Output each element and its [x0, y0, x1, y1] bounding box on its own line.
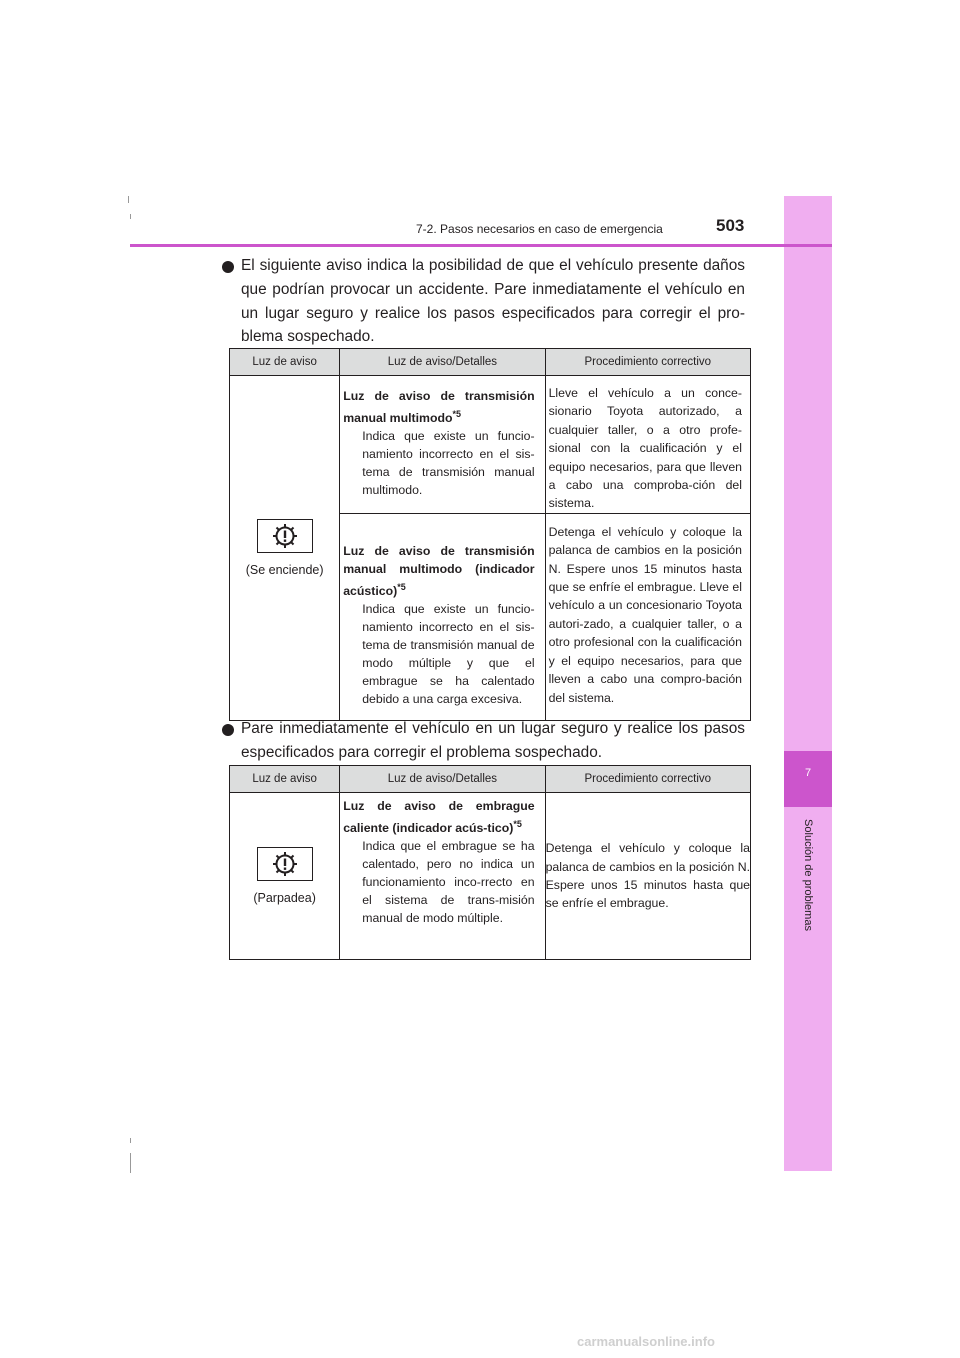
header-details: Luz de aviso/Detalles — [340, 349, 545, 376]
procedure-text: Detenga el vehículo y coloque la palanca de cambios en la posición N. Espere unos 15 minutos hasta que se enfríe el embrague. — [545, 841, 750, 911]
crop-mark — [128, 196, 129, 203]
header-warning-light: Luz de aviso — [230, 766, 340, 793]
procedure-cell — [545, 793, 750, 960]
details-body: Indica que el embrague se ha calentado, pero no indica un funcionamiento inco-rrecto en el sistema de trans-misión manual de modo múltiple. — [362, 839, 535, 926]
note-mark: *5 — [513, 819, 522, 829]
warning-light-cell — [230, 376, 340, 721]
details-cell — [340, 376, 545, 514]
procedure-text: Lleve el vehículo a un conce-sionario Toyota autorizado, a cualquier taller, o a otro profe-sional con la cualificación y el equipo necesarios, para que lleven a cabo una comproba-ción del sistema. — [548, 386, 742, 511]
chapter-side-tab — [784, 196, 832, 1171]
details-cell — [340, 513, 545, 720]
details-cell — [340, 793, 545, 960]
chapter-number-tab — [784, 751, 832, 807]
table-row — [230, 376, 751, 514]
procedure-cell — [545, 513, 750, 720]
intro-paragraph: El siguiente aviso indica la posibilidad de que el vehículo presente daños que podrían provocar un accidente. Pare inmediatamente el vehículo en un lugar seguro y realice los pasos especificados para corregir el pro-blema sospechado. — [241, 257, 745, 346]
header-rule — [130, 244, 832, 247]
table-row — [230, 793, 751, 960]
crop-mark — [130, 1138, 131, 1143]
header-details: Luz de aviso/Detalles — [340, 766, 545, 793]
header-warning-light: Luz de aviso — [230, 349, 340, 376]
table-header-row — [230, 349, 751, 376]
note-mark: *5 — [397, 581, 406, 592]
crop-mark — [130, 214, 131, 219]
details-title: Luz de aviso de transmisión manual multimodo (indicador acústico)$^{*5}$ — [343, 543, 535, 598]
warning-light-state: (Parpadea) — [253, 891, 316, 905]
details-body: Indica que existe un funcio-namiento incorrecto en el sis-tema de transmisión manual multimodo. — [362, 429, 535, 498]
header-procedure: Procedimiento correctivo — [545, 349, 750, 376]
warning-light-cell — [230, 793, 340, 960]
bullet-icon — [222, 724, 234, 736]
warning-table-2 — [229, 765, 751, 960]
note-mark: *5 — [452, 409, 462, 419]
chapter-number: 7 — [804, 767, 812, 779]
procedure-text: Detenga el vehículo y coloque la palanca de cambios en la posición N. Espere unos 15 minutos hasta que se enfríe el embrague. Lleve el vehículo a un concesionario Toyota autori-zado, a cualquier taller, o a otro profesional con la cualificación y el equipo necesarios, para que lleven a cabo una compro-bación del sistema. — [548, 524, 742, 705]
section-title: 7-2. Pasos necesarios en caso de emergencia — [416, 222, 663, 236]
warning-table-1 — [229, 348, 751, 721]
table-header-row — [230, 766, 751, 793]
watermark: carmanualsonline.info — [577, 1334, 715, 1349]
second-paragraph: Pare inmediatamente el vehículo en un lugar seguro y realice los pasos especificados para corregir el problema sospechado. — [241, 720, 745, 761]
gear-exclamation-icon — [257, 847, 313, 881]
crop-mark — [130, 1153, 131, 1173]
bullet-icon — [222, 261, 234, 273]
details-title: Luz de aviso de embrague caliente (indicador acús-tico)$^{*5}$ — [343, 799, 535, 836]
details-body: Indica que existe un funcio-namiento incorrecto en el sis-tema de transmisión manual de modo múltiple y que el embrague se ha calentado debido a una carga excesiva. — [362, 601, 535, 706]
procedure-cell — [545, 376, 750, 514]
page-number: 503 — [716, 216, 745, 235]
chapter-label: Solución de problemas — [802, 819, 814, 931]
details-title: Luz de aviso de transmisión manual multimodo$^{*5}$ — [343, 389, 535, 426]
warning-light-state: (Se enciende) — [245, 562, 324, 577]
gear-exclamation-icon — [257, 519, 313, 553]
header-procedure: Procedimiento correctivo — [545, 766, 750, 793]
